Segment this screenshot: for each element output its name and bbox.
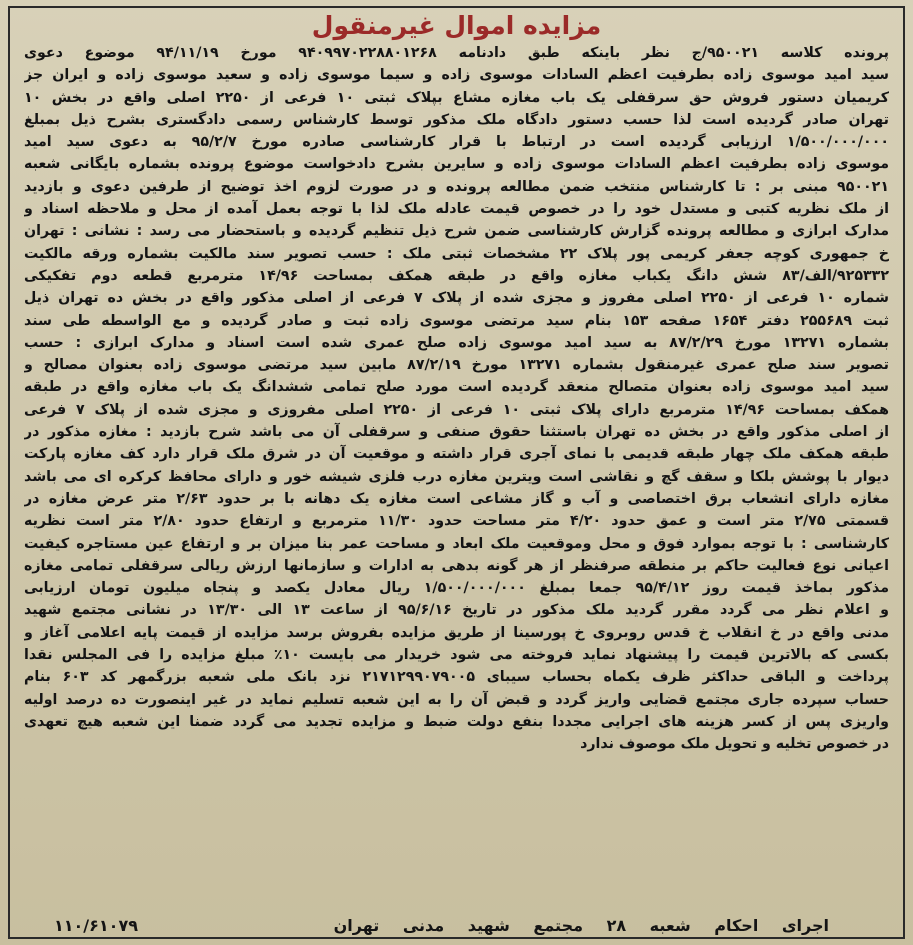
notice-line: قسمتی ۲/۷۵ متر است و عمق حدود ۴/۲۰ متر مساحت حدود ۱۱/۳۰ مترمربع و ارتفاع حدود ۲/۸۰ متر است نظریه	[24, 513, 889, 530]
notice-line: سید امید موسوی زاده بطرفیت اعظم السادات موسوی زاده و سیما موسوی زاده و سعید موسوی زاده و ایران جز	[24, 67, 889, 84]
notice-line: کارشناسی : با توجه بموارد فوق و محل وموقعیت ملک ابعاد و مساحت عمر بنا میزان بر و ارتفاع عین مستاجره کیفیت	[24, 535, 889, 552]
notice-line: ثبت ۲۵۵۶۸۹ دفتر ۱۶۵۴ صفحه ۱۵۳ بنام سید مرتضی موسوی زاده ثبت و صادر گردیده و مع الواسطه طی سند	[24, 312, 889, 329]
notice-line: از اصلی مذکور واقع در بخش ده تهران باستثنا حقوق صنفی و سرقفلی آن می باشد شرح بازدید : مغازه مذکور در	[24, 424, 889, 441]
notice-frame	[8, 6, 905, 939]
notice-line: تهران صادر گردیده است لذا حسب دستور دادگاه ملک مذکور توسط کارشناس رسمی دادگستری بشرح ذیل بمبلغ	[24, 111, 889, 128]
notice-line: موسوی زاده بطرفیت اعظم السادات موسوی زاده و سایرین بشرح دادخواست موضوع پرونده بشماره بایگانی شعبه	[24, 156, 889, 173]
notice-line: پرداخت و الباقی حداکثر ظرف یکماه بحساب سیبای ۲۱۷۱۲۹۹۰۷۹۰۰۵ نزد بانک ملی شعبه بزرگمهر کد ۶۰۳ بنام	[24, 669, 889, 686]
notice-footer	[24, 911, 889, 935]
notice-line: از ملک نظریه کتبی و مستدل خود را در خصوص قیمت عادله ملک لذا با توجه بعمل آمده از محل و ملاحظه اسناد و	[24, 201, 889, 218]
notice-line: طبقه همکف ملک چهار طبقه قدیمی با نمای آجری قرار داشته و موقعیت آن در شرق ملک قرار دارد کف مغازه پارکت	[24, 446, 889, 463]
notice-line: مغازه دارای انشعاب برق اختصاصی و آب و گاز مشاعی است مغازه یک دهانه با بر حدود ۲/۶۳ متر عرض مغازه در	[24, 490, 889, 507]
notice-line: بشماره ۱۳۲۷۱ مورخ ۸۷/۲/۲۹ به سید امید موسوی زاده صلح عمری شده است اسناد و مدارک ابرازی : حسب	[24, 334, 889, 351]
notice-line: دیوار با پوشش بلکا و سقف گچ و نقاشی است ویترین مغازه درب فلزی شیشه خور و دارای محافظ کرکره ای می باشد	[24, 468, 889, 485]
notice-line: واریزی پس از کسر هزینه های اجرایی مجددا بنفع دولت ضبط و مزایده تجدید می گردد ضمنا این شعبه هیچ تعهدی	[24, 713, 889, 730]
notice-title: مزایده اموال غیرمنقول	[311, 11, 602, 40]
notice-line: در خصوص تخلیه و تحویل ملک موصوف ندارد	[580, 736, 889, 753]
notice-line: پرونده کلاسه ۹۵۰۰۲۱/ج نظر باینکه طبق دادنامه ۹۴۰۹۹۷۰۲۲۸۸۰۱۲۶۸ مورخ ۹۴/۱۱/۱۹ موضوع دعوی	[24, 45, 889, 61]
notice-line: مدارک ابرازی و مطالعه پرونده گزارش کارشناسی ضمن شرح ذیل تنظیم گردیده و باستحضار می رسد : نشانی : تهران	[24, 223, 889, 240]
notice-line: مذکور بماخذ قیمت روز ۹۵/۴/۱۲ جمعا بمبلغ ۱/۵۰۰/۰۰۰/۰۰۰ ریال معادل یکصد و پنجاه میلیون تومان ارزیابی	[24, 580, 889, 597]
notice-line: شماره ۱۰ فرعی از ۲۲۵۰ اصلی مفروز و مجزی شده از پلاک ۷ فرعی از اصلی مذکور واقع در بخش ده تهران ذیل	[24, 290, 889, 307]
notice-line: ۹۲۵۳۳۲/الف/۸۳ شش دانگ یکباب مغازه واقع در طبقه همکف بمساحت ۱۴/۹۶ مترمربع قطعه دوم تفکیکی	[24, 267, 889, 284]
notice-line: بکسی که بالاترین قیمت را پیشنهاد نماید فروخته می شود خریدار می بایست ۱۰٪ مبلغ مزایده را فی المجلس نقدا	[24, 647, 889, 664]
notice-line: حساب سپرده جاری مجتمع قضایی واریز گردد و قبض آن را به این شعبه تسلیم نماید در غیر اینصورت ده درصد اولیه	[24, 691, 889, 708]
notice-line: سید امید موسوی زاده بعنوان متصالح منعقد گردیده است مورد صلح تمامی ششدانگ یک باب مغازه واقع در طبقه	[24, 379, 889, 396]
notice-line: خ جمهوری کوچه جعفر کریمی پور پلاک ۲۲ مشخصات ثبتی ملک : حسب تصویر سند مالکیت بشماره ورقه مالکیت	[24, 245, 889, 262]
notice-line: مدنی واقع در خ انقلاب خ قدس روبروی خ پورسینا از طریق مزایده بفروش برسد مزایده از قیمت پایه اعلامی آغاز و	[24, 624, 889, 641]
notice-line: ۱/۵۰۰/۰۰۰/۰۰۰ ارزیابی گردیده است در ارتباط با قرار کارشناسی صادره مورخ ۹۵/۲/۷ به دعوی سید امید	[24, 134, 889, 151]
notice-code: ۱۱۰/۶۱۰۷۹	[54, 916, 138, 935]
notice-line: اعیانی نوع فعالیت حاکم بر منطقه صرفنظر از هر گونه بدهی به ادارات و سازمانها ارزش ریالی سرقفلی تمامی مغازه	[24, 557, 889, 574]
notice-line: همکف بمساحت ۱۴/۹۶ مترمربع دارای پلاک ثبتی ۱۰ فرعی از ۲۲۵۰ اصلی مفروزی و مجزی شده از پلاک ۷ فرعی	[24, 401, 889, 418]
notice-body	[24, 42, 889, 756]
notice-line: تصویر سند صلح عمری غیرمنقول بشماره ۱۳۲۷۱ مورخ ۸۷/۲/۱۹ مابین سید مرتضی موسوی زاده بعنوان مصالح و	[24, 357, 889, 374]
notice-line: کریمیان دستور فروش حق سرقفلی یک باب مغازه مشاع بپلاک ثبتی ۱۰ فرعی از ۲۲۵۰ اصلی واقع در بخش ۱۰	[24, 89, 889, 106]
notice-line: و اعلام نظر می گردد مقرر گردید ملک مذکور در تاریخ ۹۵/۶/۱۶ از ساعت ۱۳ الی ۱۳/۳۰ در نشانی مجتمع شهید	[24, 602, 889, 619]
notice-line: ۹۵۰۰۲۱ مبنی بر : تا کارشناس منتخب ضمن مطالعه پرونده و در صورت لزوم اخذ توضیح از طرفین دعوی و بازدید	[24, 178, 889, 195]
issuer-signature: اجرای احکام شعبه ۲۸ مجتمع شهید مدنی تهران	[333, 916, 829, 935]
